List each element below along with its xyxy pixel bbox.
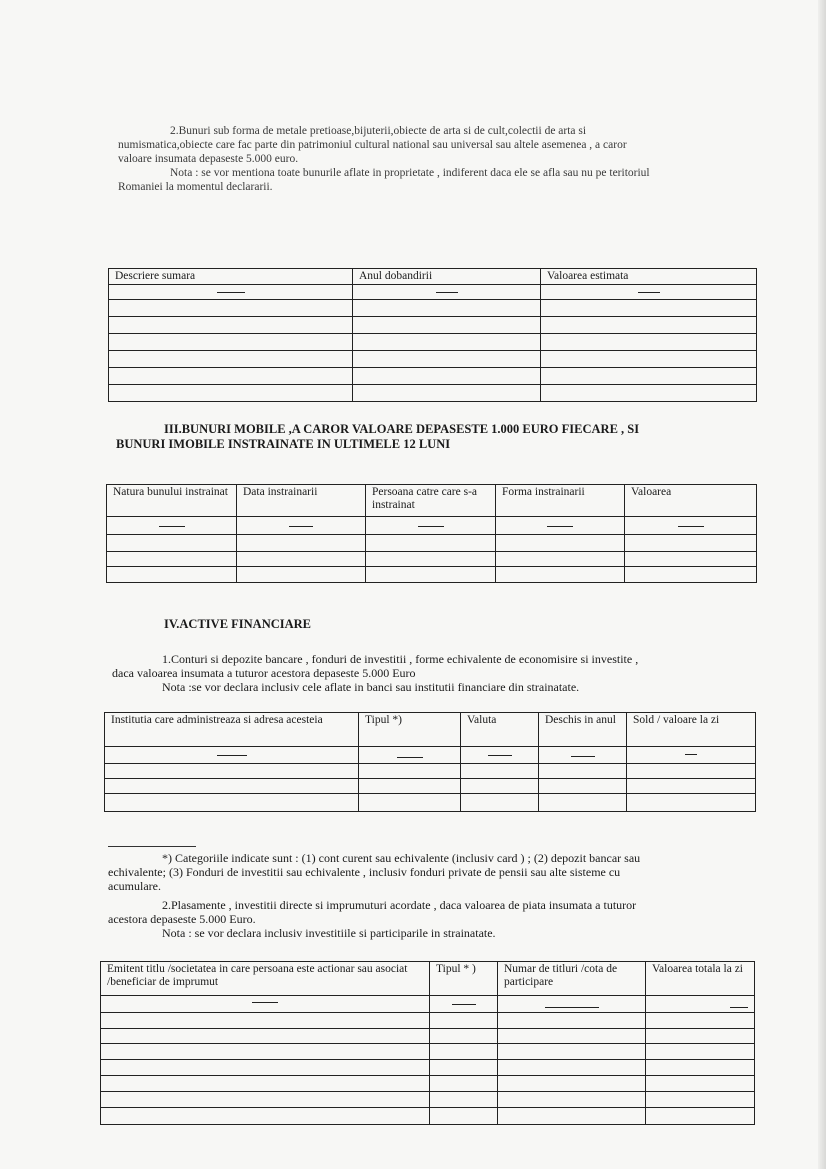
section-4-2-line-1: 2.Plasamente , investitii directe si imprumuturi acordate , daca valoarea de piata insumata a tuturor xyxy=(162,898,637,912)
table-cell xyxy=(109,285,353,300)
header-anul: Anul dobandirii xyxy=(353,269,541,285)
header-tipul: Tipul * ) xyxy=(430,962,498,996)
table-cell xyxy=(353,385,541,402)
section-2-note-2: Romaniei la momentul declararii. xyxy=(118,181,273,193)
header-valoarea: Valoarea estimata xyxy=(541,269,757,285)
table-cell xyxy=(237,535,366,552)
section-4-2-note: Nota : se vor declara inclusiv investitiile si participarile in strainatate. xyxy=(162,926,496,940)
table-cell xyxy=(625,517,757,535)
table-cell xyxy=(627,764,756,779)
table-cell xyxy=(109,368,353,385)
table-cell xyxy=(498,1108,646,1125)
table-cell xyxy=(107,535,237,552)
table-cell xyxy=(498,996,646,1013)
table-cell xyxy=(109,334,353,351)
table-cell xyxy=(539,794,627,812)
section-3-heading-line-2: BUNURI IMOBILE INSTRAINATE IN ULTIMELE 12 LUNI xyxy=(116,437,451,451)
footnote-line-2: echivalente; (3) Fonduri de investitii sau echivalente , inclusiv fonduri private de pensii sau alte sisteme cu xyxy=(108,865,621,879)
table-cell xyxy=(366,552,496,567)
dash-mark xyxy=(217,755,247,756)
table-cell xyxy=(541,351,757,368)
table-cell xyxy=(430,1092,498,1108)
table-cell xyxy=(430,1029,498,1044)
table-row xyxy=(101,1108,755,1125)
header-institutia: Institutia care administreaza si adresa acesteia xyxy=(105,713,359,747)
table-cell xyxy=(539,779,627,794)
header-descriere: Descriere sumara xyxy=(109,269,353,285)
table-cell xyxy=(627,747,756,764)
table-row xyxy=(109,334,757,351)
table-row xyxy=(101,1044,755,1060)
table-cell xyxy=(105,764,359,779)
footnote-line-3: acumulare. xyxy=(108,879,161,893)
table-row xyxy=(101,996,755,1013)
table-header-row xyxy=(107,485,757,517)
dash-mark xyxy=(289,526,313,527)
header-forma: Forma instrainarii xyxy=(496,485,625,517)
header-valuta: Valuta xyxy=(461,713,539,747)
table-cell xyxy=(646,1060,755,1076)
table-cell xyxy=(109,351,353,368)
section-2-line-2: numismatica,obiecte care fac parte din patrimoniul cultural national sau universal sau altele asemenea , a caror xyxy=(118,139,627,151)
section-4-heading: IV.ACTIVE FINANCIARE xyxy=(164,617,312,631)
dash-mark xyxy=(217,292,245,293)
table-cell xyxy=(541,300,757,317)
table-row xyxy=(107,552,757,567)
dash-mark xyxy=(571,756,595,757)
table-cell xyxy=(109,317,353,334)
table-cell xyxy=(496,535,625,552)
table-cell xyxy=(353,351,541,368)
table-cell xyxy=(353,368,541,385)
table-cell xyxy=(541,285,757,300)
table-row xyxy=(101,1013,755,1029)
table-investments xyxy=(100,961,755,1125)
table-header-row xyxy=(101,962,755,996)
table-cell xyxy=(498,1060,646,1076)
header-deschis: Deschis in anul xyxy=(539,713,627,747)
header-numar: Numar de titluri /cota de participare xyxy=(498,962,646,996)
dash-mark xyxy=(547,526,573,527)
dash-mark xyxy=(418,526,444,527)
section-4-2 xyxy=(108,898,788,940)
dash-mark xyxy=(397,757,423,758)
table-cell xyxy=(359,747,461,764)
table-cell xyxy=(498,1013,646,1029)
table-cell xyxy=(461,747,539,764)
table-cell xyxy=(430,1013,498,1029)
section-2-line-1: 2.Bunuri sub forma de metale pretioase,bijuterii,obiecte de arta si de cult,colectii de arta si xyxy=(170,125,587,137)
table-row xyxy=(107,567,757,583)
table-row xyxy=(109,285,757,300)
table-cell xyxy=(646,1076,755,1092)
table-cell xyxy=(237,567,366,583)
table-cell xyxy=(430,1076,498,1092)
dash-mark xyxy=(452,1004,476,1005)
header-tipul: Tipul *) xyxy=(359,713,461,747)
table-cell xyxy=(496,567,625,583)
header-data: Data instrainarii xyxy=(237,485,366,517)
table-cell xyxy=(353,300,541,317)
table-cell xyxy=(461,794,539,812)
table-precious-goods xyxy=(108,268,757,402)
table-cell xyxy=(430,996,498,1013)
table-cell xyxy=(101,1092,430,1108)
table-cell xyxy=(105,747,359,764)
table-cell xyxy=(461,764,539,779)
table-cell xyxy=(430,1060,498,1076)
dash-mark xyxy=(685,754,697,755)
table-row xyxy=(109,300,757,317)
table-cell xyxy=(498,1029,646,1044)
table-cell xyxy=(109,385,353,402)
table-cell xyxy=(101,1076,430,1092)
table-cell xyxy=(541,368,757,385)
table-cell xyxy=(539,747,627,764)
section-4-2-line-2: acestora depaseste 5.000 Euro. xyxy=(108,912,256,926)
table-cell xyxy=(101,1029,430,1044)
table-bank-accounts xyxy=(104,712,756,812)
table-cell xyxy=(359,764,461,779)
table-cell xyxy=(646,996,755,1013)
table-cell xyxy=(366,535,496,552)
table-row xyxy=(105,747,756,764)
section-2-line-3: valoare insumata depaseste 5.000 euro. xyxy=(118,153,299,165)
table-cell xyxy=(646,1044,755,1060)
table-cell xyxy=(498,1092,646,1108)
table-cell xyxy=(101,996,430,1013)
section-3-heading xyxy=(116,422,776,452)
section-4-p1-note: Nota :se vor declara inclusiv cele aflate in banci sau institutii financiare din strainatate. xyxy=(162,680,580,694)
page-edge-shadow xyxy=(818,0,826,1169)
table-cell xyxy=(101,1044,430,1060)
footnote xyxy=(108,851,788,893)
header-emitent: Emitent titlu /societatea in care persoana este actionar sau asociat /beneficiar de imprumut xyxy=(101,962,430,996)
table-row xyxy=(109,317,757,334)
header-persoana: Persoana catre care s-a instrainat xyxy=(366,485,496,517)
table-cell xyxy=(430,1108,498,1125)
footnote-line-1: *) Categoriile indicate sunt : (1) cont curent sau echivalente (inclusiv card ) ; (2) depozit bancar sau xyxy=(162,851,641,865)
dash-mark xyxy=(252,1002,278,1003)
table-row xyxy=(101,1060,755,1076)
section-2-note-1: Nota : se vor mentiona toate bunurile aflate in proprietate , indiferent daca ele se afla sau nu pe teritoriul xyxy=(170,167,650,179)
table-cell xyxy=(107,552,237,567)
table-cell xyxy=(237,552,366,567)
table-row xyxy=(107,535,757,552)
table-row xyxy=(105,779,756,794)
table-header-row xyxy=(109,269,757,285)
table-cell xyxy=(461,779,539,794)
table-cell xyxy=(541,317,757,334)
table-cell xyxy=(359,779,461,794)
table-row xyxy=(101,1092,755,1108)
footnote-separator xyxy=(108,846,196,847)
section-4-p1-line-2: daca valoarea insumata a tuturor acestora depaseste 5.000 Euro xyxy=(112,666,416,680)
table-row xyxy=(101,1076,755,1092)
table-cell xyxy=(646,1029,755,1044)
table-cell xyxy=(359,794,461,812)
table-cell xyxy=(366,567,496,583)
section-2-text xyxy=(118,124,758,194)
table-row xyxy=(105,764,756,779)
section-4-paragraph xyxy=(112,652,772,694)
table-cell xyxy=(625,567,757,583)
table-cell xyxy=(353,334,541,351)
table-row xyxy=(101,1029,755,1044)
table-cell xyxy=(105,794,359,812)
table-cell xyxy=(101,1013,430,1029)
dash-mark xyxy=(638,292,660,293)
section-4-p1-line-1: 1.Conturi si depozite bancare , fonduri de investitii , forme echivalente de economisire si investite , xyxy=(162,652,639,666)
table-row xyxy=(105,794,756,812)
dash-mark xyxy=(159,526,185,527)
table-row xyxy=(109,368,757,385)
section-3-heading-line-1: III.BUNURI MOBILE ,A CAROR VALOARE DEPASESTE 1.000 EURO FIECARE , SI xyxy=(164,422,640,436)
table-alienated-goods xyxy=(106,484,757,583)
table-cell xyxy=(627,794,756,812)
header-valoarea: Valoarea xyxy=(625,485,757,517)
table-cell xyxy=(498,1076,646,1092)
dash-mark xyxy=(730,1007,748,1008)
table-cell xyxy=(430,1044,498,1060)
table-cell xyxy=(353,285,541,300)
table-cell xyxy=(646,1108,755,1125)
table-cell xyxy=(541,385,757,402)
table-cell xyxy=(496,552,625,567)
table-cell xyxy=(109,300,353,317)
dash-mark xyxy=(545,1007,599,1008)
table-row xyxy=(109,351,757,368)
table-cell xyxy=(101,1060,430,1076)
table-cell xyxy=(107,517,237,535)
table-cell xyxy=(107,567,237,583)
table-cell xyxy=(237,517,366,535)
header-valoarea: Valoarea totala la zi xyxy=(646,962,755,996)
table-cell xyxy=(625,535,757,552)
header-sold: Sold / valoare la zi xyxy=(627,713,756,747)
table-cell xyxy=(496,517,625,535)
dash-mark xyxy=(436,292,458,293)
table-cell xyxy=(646,1092,755,1108)
table-header-row xyxy=(105,713,756,747)
table-row xyxy=(109,385,757,402)
table-cell xyxy=(353,317,541,334)
table-cell xyxy=(646,1013,755,1029)
dash-mark xyxy=(678,526,704,527)
table-cell xyxy=(101,1108,430,1125)
table-cell xyxy=(625,552,757,567)
dash-mark xyxy=(488,755,512,756)
table-row xyxy=(107,517,757,535)
table-cell xyxy=(366,517,496,535)
header-natura: Natura bunului instrainat xyxy=(107,485,237,517)
table-cell xyxy=(539,764,627,779)
table-cell xyxy=(498,1044,646,1060)
table-cell xyxy=(105,779,359,794)
table-cell xyxy=(627,779,756,794)
table-cell xyxy=(541,334,757,351)
